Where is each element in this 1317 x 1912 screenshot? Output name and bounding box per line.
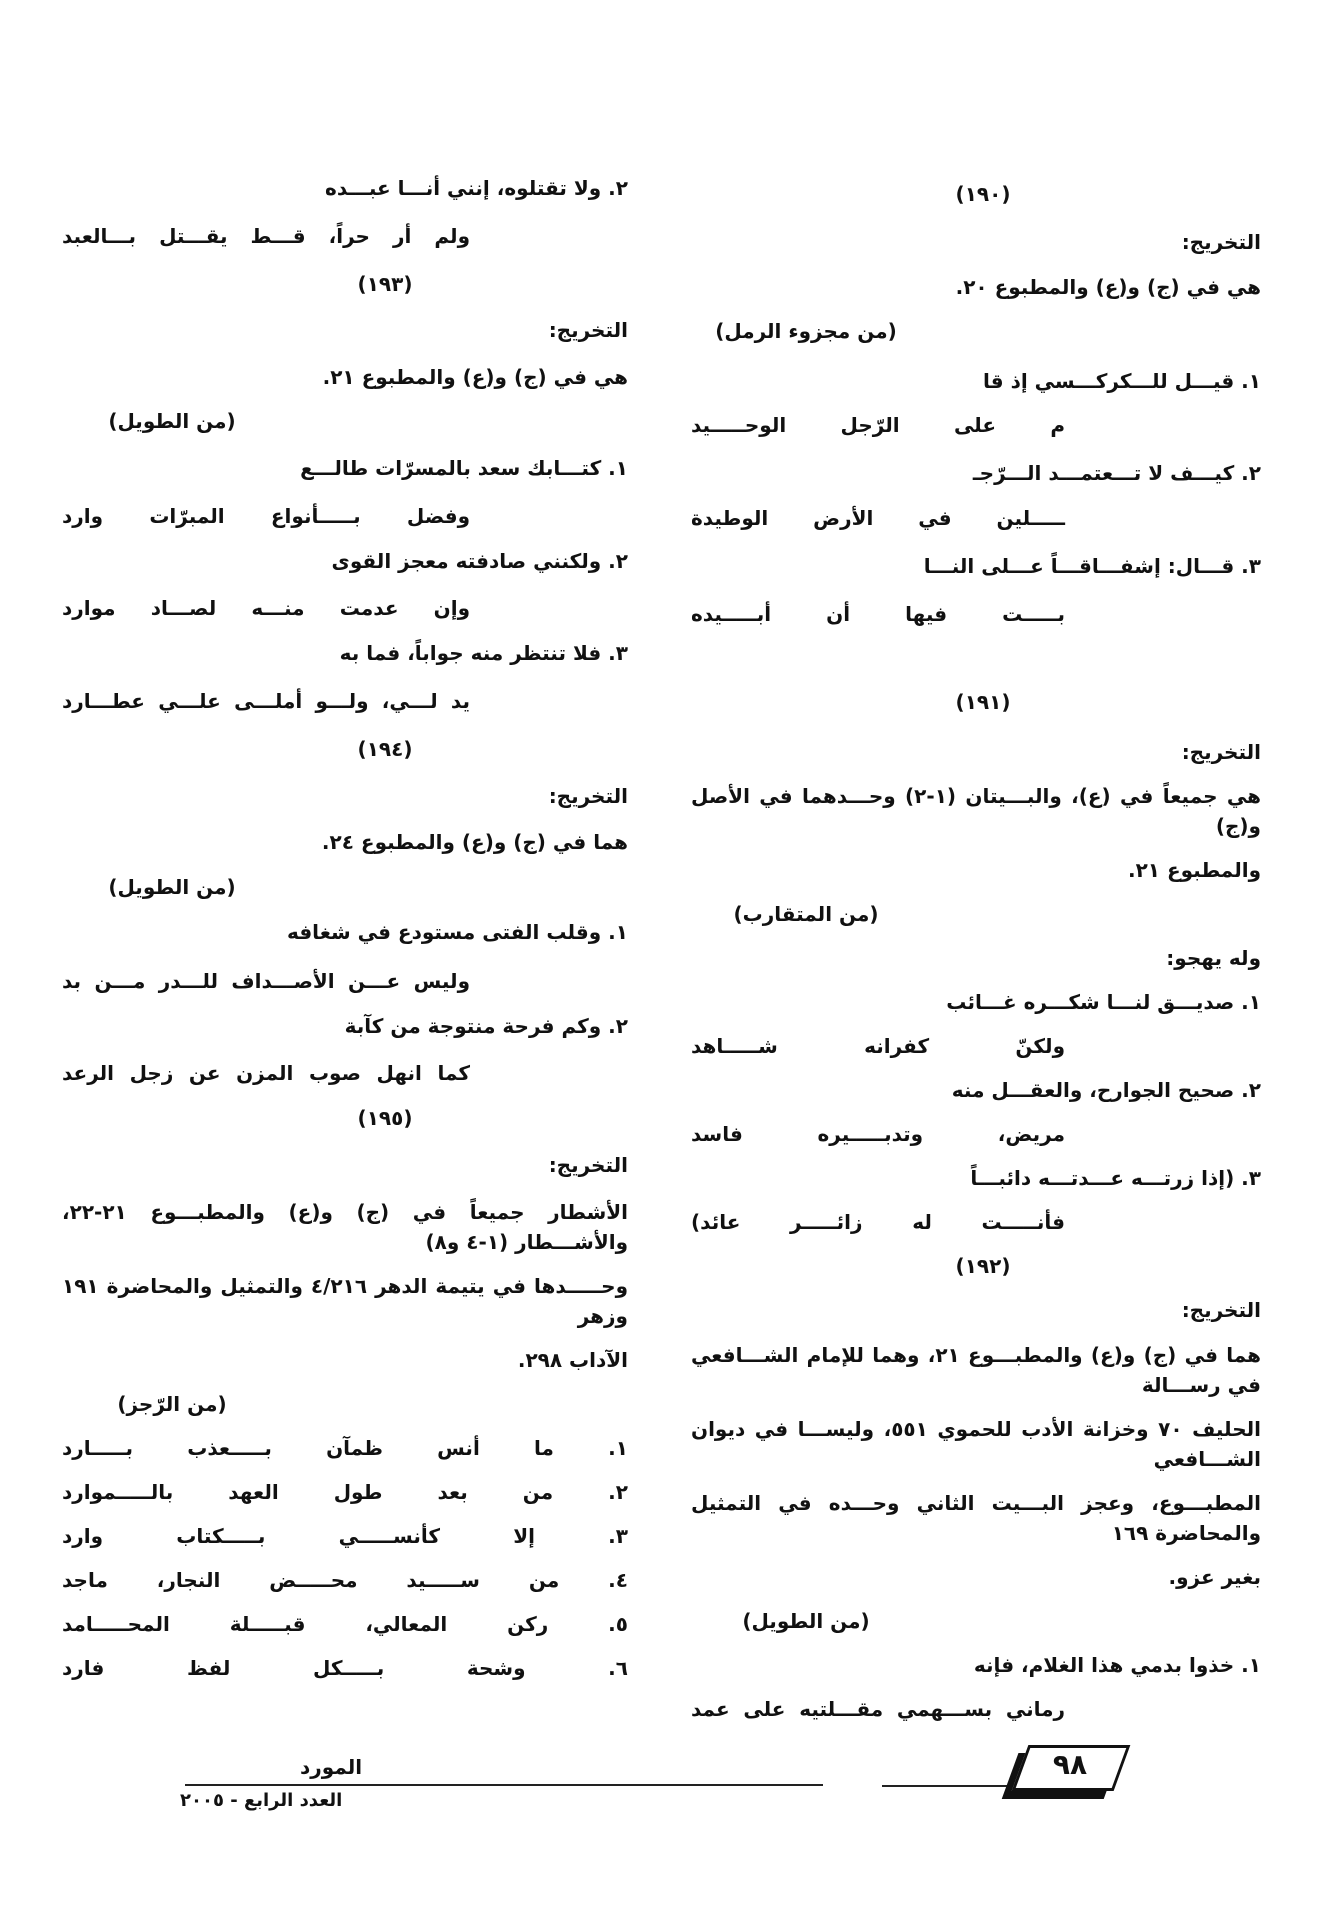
rajaz-line: ٥. ركن المعالي، قبـــــلة المحـــــامد (62, 1612, 628, 1636)
meter-label: (من الرّجز) (117, 1392, 227, 1416)
section-heading: التخريج: (1181, 230, 1261, 254)
footer-rule (882, 1785, 1022, 1787)
verse-second-hemistich: رماني بســـهمي مقـــلتيه على عمد (691, 1697, 1065, 1721)
body-text: هي في (ج) و(ع) والمطبوع ٢٠. (955, 275, 1261, 299)
rajaz-line: ٦. وشحة بـــــكل لفظ فارد (62, 1656, 628, 1680)
entry-number: (١٩٠) (955, 182, 1011, 206)
section-heading: التخريج: (1181, 1298, 1261, 1322)
verse-second-hemistich: وليس عـــن الأصـــداف للـــدر مـــن بد (62, 969, 470, 993)
verse-first-hemistich: ١. خذوا بدمي هذا الغلام، فإنه (973, 1653, 1261, 1677)
body-text: هما في (ج) و(ع) والمطبـــوع ٢١، وهما للإمام الشـــافعي في رســـالة (691, 1343, 1261, 1397)
body-text: الحليف ٧٠ وخزانة الأدب للحموي ٥٥١، وليســـا في ديوان الشـــافعي (691, 1417, 1262, 1471)
footer-rule (185, 1784, 823, 1786)
rajaz-line: ٢. من بعد طول العهد بالـــــموارد (62, 1480, 628, 1504)
body-text: الآداب ٢٩٨. (517, 1348, 628, 1372)
meter-label: (من مجزوء الرمل) (715, 319, 897, 343)
body-text: وحـــــدها في يتيمة الدهر ٤/٢١٦ والتمثيل والمحاضرة ١٩١ وزهر (62, 1274, 628, 1328)
verse-first-hemistich: ٣. قـــال: إشفـــاقـــاً عـــلى النـــا (923, 554, 1261, 578)
journal-name: المورد (300, 1755, 363, 1779)
entry-number: (١٩١) (955, 690, 1011, 714)
entry-number: (١٩٢) (955, 1254, 1011, 1278)
journal-issue: العدد الرابع - ٢٠٠٥ (180, 1790, 343, 1811)
page-number: ٩٨ (1052, 1748, 1088, 1781)
entry-number: (١٩٣) (357, 272, 413, 296)
rajaz-line: ٤. من ســـــيد محـــــض النجار، ماجد (62, 1568, 628, 1592)
meter-label: (من الطويل) (108, 409, 236, 433)
verse-first-hemistich: ٢. كيـــف لا تـــعتمـــد الـــرّجـ (972, 461, 1261, 485)
section-heading: التخريج: (1181, 740, 1261, 764)
verse-first-hemistich: ٢. ولا تقتلوه، إنني أنـــا عبـــده (325, 176, 628, 200)
meter-label: (من الطويل) (742, 1609, 870, 1633)
verse-first-hemistich: ٢. وكم فرحة منتوجة من كآبة (344, 1014, 628, 1038)
left-column (62, 0, 628, 1690)
body-text: هما في (ج) و(ع) والمطبوع ٢٤. (321, 830, 628, 854)
verse-second-hemistich: م على الرّجل الوحـــــيد (691, 413, 1065, 437)
verse-first-hemistich: ٢. صحيح الجوارح، والعقـــل منه (951, 1078, 1261, 1102)
verse-second-hemistich: فأنـــــت له زائـــــر عائد) (691, 1210, 1065, 1234)
body-text: الأشطار جميعاً في (ج) و(ع) والمطبـــوع ٢١-٢٢، والأشـــطار (١-٤ و٨) (62, 1200, 628, 1254)
section-heading: التخريج: (548, 784, 628, 808)
verse-first-hemistich: ٢. ولكنني صادفته معجز القوى (331, 549, 628, 573)
right-column (691, 0, 1261, 1731)
body-text: هي جميعاً في (ع)، والبـــيتان (١-٢) وحـــدهما في الأصل و(ج) (691, 784, 1261, 838)
verse-first-hemistich: ٣. فلا تنتظر منه جواباً، فما به (339, 641, 628, 665)
verse-second-hemistich: ـــــلين في الأرض الوطيدة (691, 506, 1065, 530)
rajaz-line: ٣. إلا كأنســـــي بـــــكتاب وارد (62, 1524, 628, 1548)
verse-second-hemistich: ولكنّ كفرانه شـــــاهد (691, 1034, 1065, 1058)
body-text: هي في (ج) و(ع) والمطبوع ٢١. (322, 365, 628, 389)
verse-second-hemistich: يد لـــي، ولـــو أملـــى علـــي عطـــارد (62, 689, 470, 713)
verse-second-hemistich: مريض، وتدبـــــيره فاسد (691, 1122, 1065, 1146)
verse-second-hemistich: وإن عدمت منـــه لصـــاد موارد (62, 596, 470, 620)
rajaz-line: ١. ما أنس ظمآن بـــــعذب بـــــارد (62, 1436, 628, 1460)
section-heading: التخريج: (548, 1153, 628, 1177)
verse-second-hemistich: كما انهل صوب المزن عن زجل الرعد (62, 1061, 470, 1085)
body-text: بغير عزو. (1168, 1565, 1261, 1589)
verse-second-hemistich: بـــــت فيها أن أبـــــيده (691, 602, 1065, 626)
verse-second-hemistich: وفضل بـــــأنواع المبرّات وارد (62, 504, 470, 528)
verse-first-hemistich: ١. قيـــل للـــكركـــسي إذ قا (983, 369, 1261, 393)
verse-first-hemistich: ١. صديـــق لنـــا شكـــره غـــائب (946, 990, 1261, 1014)
body-text: المطبـــوع، وعجز البـــيت الثاني وحـــده في التمثيل والمحاضرة ١٦٩ (691, 1491, 1261, 1545)
verse-first-hemistich: ١. كتـــابك سعد بالمسرّات طالـــع (300, 456, 628, 480)
verse-first-hemistich: ١. وقلب الفتى مستودع في شغافه (286, 920, 628, 944)
meter-label: (من الطويل) (108, 875, 236, 899)
verse-first-hemistich: ٣. (إذا زرتـــه عـــدتـــه دائبـــاً (970, 1166, 1261, 1190)
body-text: والمطبوع ٢١. (1127, 858, 1261, 882)
entry-number: (١٩٤) (357, 737, 413, 761)
verse-second-hemistich: ولم أر حراً، قـــط يقـــتل بـــالعبد (62, 224, 470, 248)
entry-number: (١٩٥) (357, 1106, 413, 1130)
section-heading: التخريج: (548, 318, 628, 342)
section-heading: وله يهجو: (1166, 946, 1261, 970)
meter-label: (من المتقارب) (733, 902, 879, 926)
